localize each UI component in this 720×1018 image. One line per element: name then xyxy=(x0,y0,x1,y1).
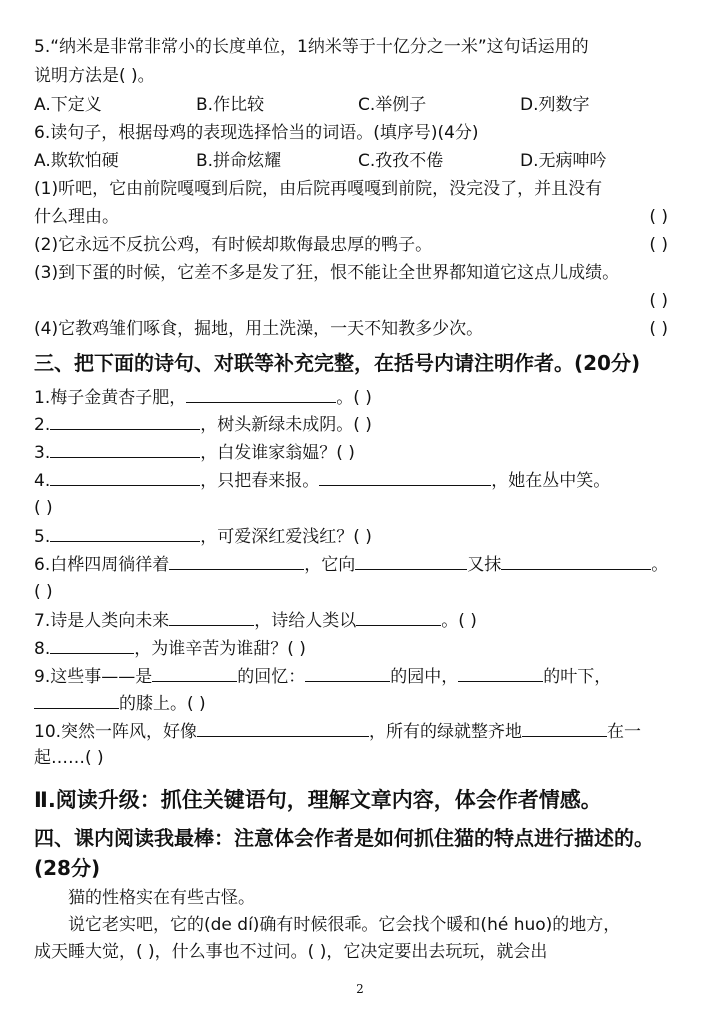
s3-item9-text-a: 9.这些事——是 xyxy=(34,667,153,687)
page-number: 2 xyxy=(356,982,364,996)
s3-item9-line2 xyxy=(34,692,690,715)
s3-item1 xyxy=(34,386,690,409)
q6-option-c: C.孜孜不倦 xyxy=(358,151,444,171)
s3-item9-text-c: 的园中， xyxy=(390,667,459,687)
s3-item8-blank[interactable] xyxy=(50,637,134,654)
q6-option-d: D.无病呻吟 xyxy=(520,151,607,171)
s3-item6-blank-1[interactable] xyxy=(169,553,304,570)
s3-item2 xyxy=(34,413,690,436)
s3-item8-text-b: ，为谁辛苦为谁甜？( ) xyxy=(134,639,306,659)
s3-item7-blank-2[interactable] xyxy=(356,609,441,626)
q6-sentence3: (3)到下蛋的时候，它差不多是发了狂，恨不能让全世界都知道它这点儿成绩。 xyxy=(34,263,620,283)
s3-item9-text-d: 的叶下， xyxy=(543,667,612,687)
s3-item4-blank-2[interactable] xyxy=(319,469,491,486)
q6-answer-paren-1[interactable]: ( ) xyxy=(649,207,668,227)
s3-item1-text-a: 1.梅子金黄杏子肥， xyxy=(34,388,187,408)
q6-options xyxy=(34,150,690,172)
s3-item9-text-e: 的膝上。( ) xyxy=(119,694,206,714)
s3-item8-text-a: 8. xyxy=(34,639,51,659)
s3-item4 xyxy=(34,469,690,492)
q5-stem-line2: 说明方法是( )。 xyxy=(34,66,155,86)
s3-item3-text-b: ，白发谁家翁媪？( ) xyxy=(200,443,355,463)
s3-item6-blank-2[interactable] xyxy=(355,553,467,570)
section4-title: 四、课内阅读我最棒：注意体会作者是如何抓住猫的特点进行描述的。 xyxy=(34,826,654,850)
s3-item6 xyxy=(34,553,690,576)
s3-item3 xyxy=(34,441,690,464)
s3-item10 xyxy=(34,720,690,743)
q5-option-c: C.举例子 xyxy=(358,95,427,115)
s3-item7-text-a: 7.诗是人类向未来 xyxy=(34,611,170,631)
s3-item1-text-b: 。( ) xyxy=(336,388,372,408)
q6-answer-paren-4[interactable]: ( ) xyxy=(649,319,668,339)
q6-sentence2: (2)它永远不反抗公鸡，有时候却欺侮最忠厚的鸭子。 xyxy=(34,235,433,255)
q5-option-d: D.列数字 xyxy=(520,95,590,115)
s3-item7-text-b: ，诗给人类以 xyxy=(254,611,357,631)
q5-option-a: A.下定义 xyxy=(34,95,102,115)
s3-item5-text-b: ，可爱深红爱浅红？( ) xyxy=(200,527,372,547)
q6-sentence4: (4)它教鸡雏们啄食，掘地，用土洗澡，一天不知教多少次。 xyxy=(34,319,484,339)
s3-item10-text-c: 在一 xyxy=(607,722,642,742)
s3-item9-blank-2[interactable] xyxy=(305,665,390,682)
s3-item9-blank-4[interactable] xyxy=(34,692,119,709)
s3-item6-text-c: 又抹 xyxy=(467,555,502,575)
s3-item4-author: ( ) xyxy=(34,498,53,518)
q6-stem: 6.读句子，根据母鸡的表现选择恰当的词语。(填序号)(4分) xyxy=(34,123,479,143)
q6-option-a: A.欺软怕硬 xyxy=(34,151,119,171)
s3-item5-blank[interactable] xyxy=(50,525,200,542)
s3-item5 xyxy=(34,525,690,548)
s3-item6-blank-3[interactable] xyxy=(501,553,651,570)
s3-item9-text-b: 的回忆： xyxy=(237,667,306,687)
s3-item6-text-b: ，它向 xyxy=(304,555,356,575)
s3-item10-text-a: 10.突然一阵风，好像 xyxy=(34,722,198,742)
s3-item1-blank[interactable] xyxy=(186,386,336,403)
s3-item4-text-b: ，只把春来报。 xyxy=(200,471,320,491)
s3-item9-blank-3[interactable] xyxy=(458,665,543,682)
q6-sentence1-line1: (1)听吧，它由前院嘎嘎到后院，由后院再嘎嘎到前院，没完没了，并且没有 xyxy=(34,179,603,199)
s3-item3-text-a: 3. xyxy=(34,443,51,463)
passage-paragraph-2-line1: 说它老实吧，它的(de dí)确有时候很乖。它会找个暖和(hé huo)的地方， xyxy=(68,915,621,935)
s3-item10-blank-2[interactable] xyxy=(522,720,607,737)
q6-option-b: B.拼命炫耀 xyxy=(196,151,282,171)
s3-item9-blank-1[interactable] xyxy=(152,665,237,682)
section3-title: 三、把下面的诗句、对联等补充完整，在括号内请注明作者。(20分) xyxy=(34,351,641,375)
s3-item10-blank-1[interactable] xyxy=(197,720,369,737)
s3-item10-line2: 起……( ) xyxy=(34,748,104,768)
s3-item6-author: ( ) xyxy=(34,582,53,602)
passage-paragraph-1: 猫的性格实在有些古怪。 xyxy=(68,888,255,908)
s3-item6-text-a: 6.白桦四周徜徉着 xyxy=(34,555,170,575)
q6-answer-paren-3[interactable]: ( ) xyxy=(649,291,668,311)
q6-answer-paren-2[interactable]: ( ) xyxy=(649,235,668,255)
s3-item4-text-a: 4. xyxy=(34,471,51,491)
s3-item9 xyxy=(34,665,690,688)
s3-item7 xyxy=(34,609,690,632)
s3-item2-text-a: 2. xyxy=(34,415,51,435)
q5-option-b: B.作比较 xyxy=(196,95,265,115)
s3-item8 xyxy=(34,637,690,660)
s3-item4-text-c: ，她在丛中笑。 xyxy=(491,471,611,491)
s3-item10-text-b: ，所有的绿就整齐地 xyxy=(369,722,523,742)
s3-item7-blank-1[interactable] xyxy=(169,609,254,626)
q5-options xyxy=(34,94,690,116)
s3-item2-text-b: ，树头新绿未成阴。( ) xyxy=(200,415,372,435)
q5-stem-line1: 5.“纳米是非常非常小的长度单位，1纳米等于十亿分之一米”这句话运用的 xyxy=(34,37,589,57)
s3-item3-blank[interactable] xyxy=(50,441,200,458)
s3-item7-text-c: 。( ) xyxy=(441,611,477,631)
s3-item6-text-d: 。 xyxy=(651,555,669,575)
s3-item2-blank[interactable] xyxy=(50,413,200,430)
s3-item5-text-a: 5. xyxy=(34,527,51,547)
section-ii-title: Ⅱ.阅读升级：抓住关键语句，理解文章内容，体会作者情感。 xyxy=(34,788,602,812)
s3-item4-blank-1[interactable] xyxy=(50,469,200,486)
passage-paragraph-2-line2: 成天睡大觉，( )，什么事也不过问。( )，它决定要出去玩玩，就会出 xyxy=(34,942,548,962)
section4-score: (28分) xyxy=(34,856,101,880)
q6-sentence1-line2: 什么理由。 xyxy=(34,207,119,227)
